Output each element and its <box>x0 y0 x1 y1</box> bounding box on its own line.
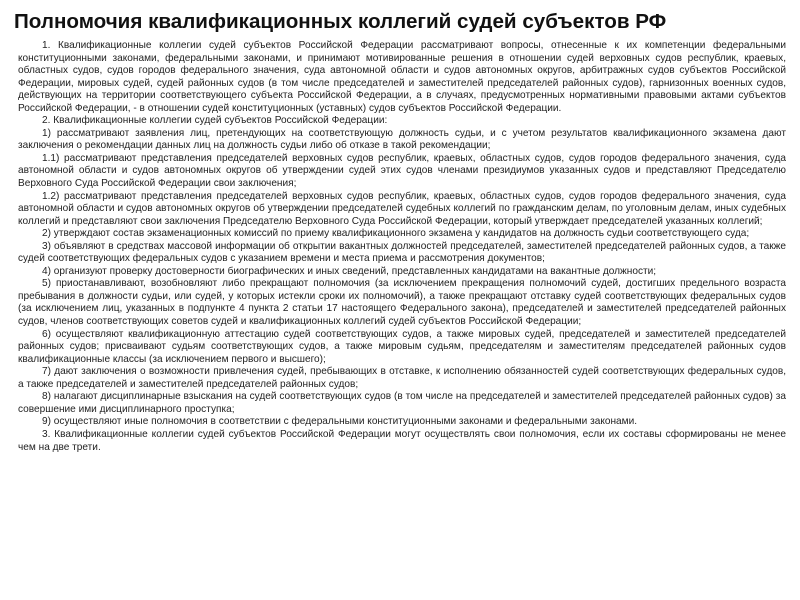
paragraph-2: 2. Квалификационные коллегии судей субъектов Российской Федерации: <box>42 115 388 127</box>
paragraph-2-item-1-2: 1.2) рассматривают представления председателей верховных судов республик, краевых, областных судов, судов городов федерального значения, суда автономной области и судов автономных округов об утверждении председателей судебных коллегий по гражданским делам, по уголовным делам, иных судебных коллегий и представляют свои заключения Председателю Верховного Суда Российской Федерации, который утверждает председателей указанных коллегий; <box>18 190 786 227</box>
paragraph-2-item-5: 5) приостанавливают, возобновляют либо прекращают полномочия (за исключением прекращения полномочий судей, достигших предельного возраста пребывания в должности судьи, или судей, у которых истекли сроки их полномочий), а также прекращают отставку судей соответствующих федеральных судов (за исключением лиц, указанных в подпункте 4 пункта 2 статьи 17 настоящего Федерального закона), председателей и заместителей председателей районных судов, членов соответствующих советов судей и квалификационных коллегий судей субъектов Российской Федерации; <box>18 278 786 328</box>
document-body <box>18 40 786 454</box>
paragraph-3: 3. Квалификационные коллегии судей субъектов Российской Федерации могут осуществлять свои полномочия, если их составы сформированы не менее чем на две трети. <box>18 428 786 453</box>
paragraph-2-item-6: 6) осуществляют квалификационную аттестацию судей соответствующих судов, а также мировых судей, председателей и заместителей председателей районных судов; присваивают судьям соответствующих судов, а также мировым судьям, председателям и заместителям председателей районных судов квалификационные классы (за исключением первого и высшего); <box>18 328 786 365</box>
paragraph-2-item-2: 2) утверждают состав экзаменационных комиссий по приему квалификационного экзамена у кандидатов на должность судьи соответствующего суда; <box>42 228 750 240</box>
paragraph-2-item-7: 7) дают заключения о возможности привлечения судей, пребывающих в отставке, к исполнению обязанностей судей соответствующих федеральных судов, а также председателей и заместителей председателей районных судов; <box>18 366 786 390</box>
paragraph-2-item-9: 9) осуществляют иные полномочия в соответствии с федеральными конституционными законами и федеральными законами. <box>42 416 638 428</box>
page-title: Полномочия квалификационных коллегий судей субъектов РФ <box>14 10 667 33</box>
paragraph-2-item-4: 4) организуют проверку достоверности биографических и иных сведений, представленных кандидатами на вакантные должности; <box>42 265 657 277</box>
paragraph-2-item-1: 1) рассматривают заявления лиц, претендующих на соответствующую должность судьи, и с учетом результатов квалификационного экзамена дают заключения о рекомендации данных лиц на должность судьи либо об отказе в такой рекомендации; <box>18 127 786 152</box>
paragraph-2-item-1-1: 1.1) рассматривают представления председателей верховных судов республик, краевых, областных судов, судов городов федерального значения, суда автономной области и судов автономных округов об утверждении судей этих судов членами президиумов указанных судов и представляют Председателю Верховного Суда Российской Федерации свои заключения; <box>18 152 786 190</box>
paragraph-2-item-3: 3) объявляют в средствах массовой информации об открытии вакантных должностей председателей, заместителей председателей районных судов, а также судей соответствующих федеральных судов с указанием времени и места приема и рассмотрения документов; <box>18 240 786 265</box>
paragraph-1: 1. Квалификационные коллегии судей субъектов Российской Федерации рассматривают вопросы, отнесенные к их компетенции федеральными конституционными законами, федеральными законами, и принимают мотивированные решения в отношении судей верховных судов республик, краевых, областных судов, судов городов федерального значения, суда автономной области и судов автономных округов, арбитражных судов субъектов Российской Федерации, мировых судей, судей районных судов (в том числе председателей и заместителей председателей районных судов), гарнизонных военных судов, действующих на территории соответствующего субъекта Российской Федерации, а в случаях, предусмотренных нормативными правовыми актами субъектов Российской Федерации, - в отношении судей конституционных (уставных) судов субъектов Российской Федерации. <box>18 40 786 114</box>
paragraph-2-item-8: 8) налагают дисциплинарные взыскания на судей соответствующих судов (в том числе на председателей и заместителей председателей районных судов) за совершение ими дисциплинарного проступка; <box>18 391 786 415</box>
